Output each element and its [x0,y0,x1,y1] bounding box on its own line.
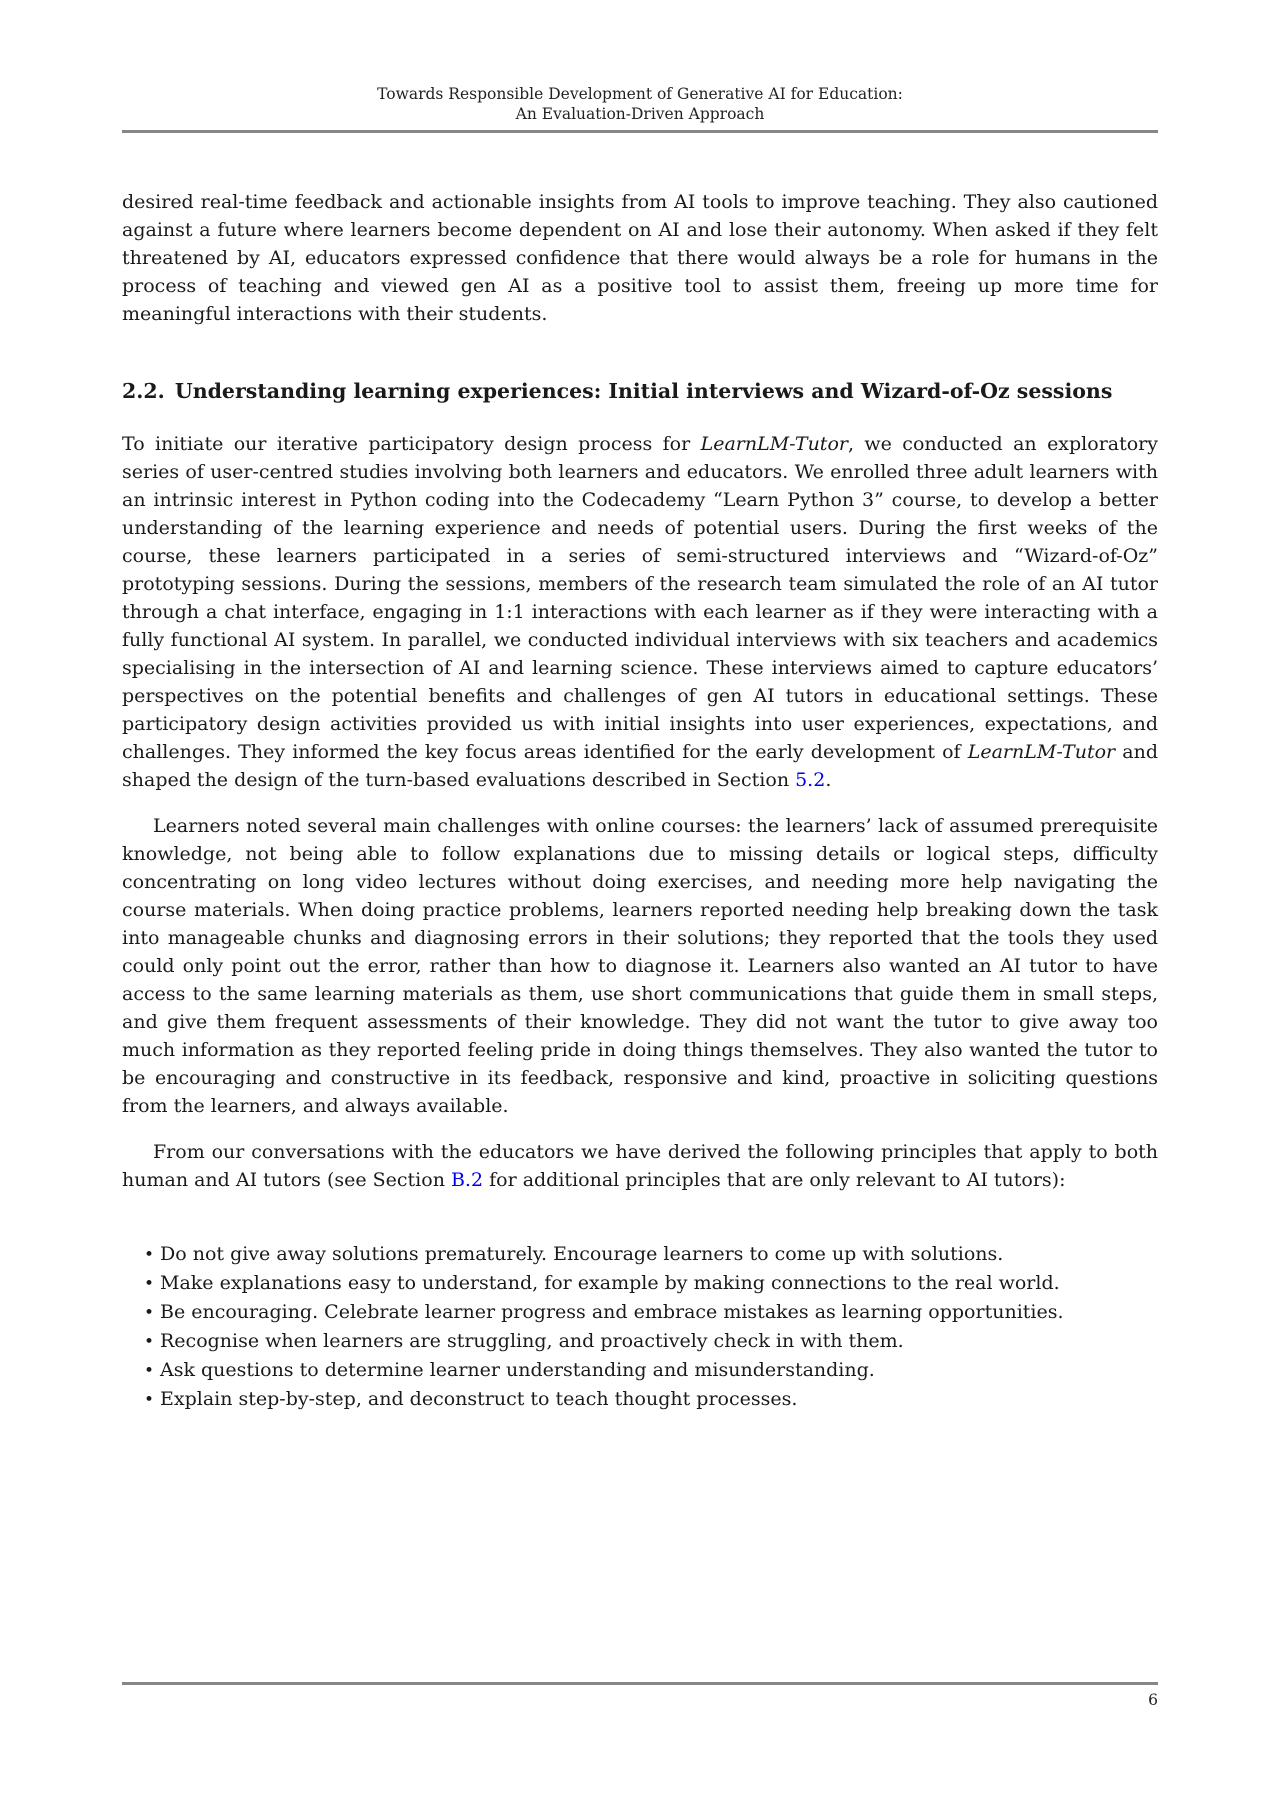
paragraph-initiate-studies [122,430,1158,794]
section-ref-link[interactable]: B.2 [450,1168,484,1191]
list-item-text: Explain step-by-step, and deconstruct to teach thought processes. [160,1387,798,1410]
bullet-icon: • [144,1273,155,1294]
section-ref-link[interactable]: 5.2 [795,768,826,791]
section-title: Understanding learning experiences: Initial interviews and Wizard-of-Oz sessions [174,378,1113,403]
text-segment: for additional principles that are only relevant to AI tutors): [483,1168,1066,1191]
list-item [144,1385,1158,1414]
principles-list [122,1240,1158,1414]
running-title-line2: An Evaluation-Driven Approach [515,105,765,123]
list-item-text: Recognise when learners are struggling, and proactively check in with them. [160,1329,904,1352]
text-segment: LearnLM-Tutor [700,432,848,455]
list-item-text: Be encouraging. Celebrate learner progress and embrace mistakes as learning opportunities. [160,1300,1064,1323]
paragraph-learner-challenges [122,812,1158,1120]
bullet-icon: • [144,1331,155,1352]
text-segment: From our conversations with the educators we have derived the following principles that apply to both human and AI tutors (see Section [122,1140,1158,1191]
list-item [144,1298,1158,1327]
list-item-text: Ask questions to determine learner understanding and misunderstanding. [160,1358,875,1381]
paragraph-continuation [122,188,1158,328]
running-title-line1: Towards Responsible Development of Generative AI for Education: [377,85,903,103]
text-segment: To initiate our iterative participatory design process for [122,432,701,455]
list-item-text: Make explanations easy to understand, for example by making connections to the real world. [160,1271,1060,1294]
text-segment: LearnLM-Tutor [967,740,1116,763]
page-body [122,188,1158,1414]
list-item-text: Do not give away solutions prematurely. Encourage learners to come up with solutions. [160,1242,1004,1265]
section-number: 2.2. [122,378,165,403]
text-segment: , we conducted an exploratory series of user-centred studies involving both learners and educators. We enrolled three adult learners with an intrinsic interest in Python coding into the Codecademy “Learn Python 3” course, to develop a better understanding of the learning experience and needs of potential users. During the first weeks of the course, these learners participated in a series of semi-structured interviews and “Wizard-of-Oz” prototyping sessions. During the sessions, members of the research team simulated the role of an AI tutor through a chat interface, engaging in 1:1 interactions with each learner as if they were interacting with a fully functional AI system. In parallel, we conducted individual interviews with six teachers and academics specialising in the intersection of AI and learning science. These interviews aimed to capture educators’ perspectives on the potential benefits and challenges of gen AI tutors in educational settings. These participatory design activities provided us with initial insights into user experiences, expectations, and challenges. They informed the key focus areas identified for the early development of [122,432,1159,763]
footer-rule [122,1682,1158,1685]
running-header [122,84,1158,133]
list-item [144,1269,1158,1298]
text-segment: Learners noted several main challenges with online courses: the learners’ lack of assumed prerequisite knowledge, not being able to follow explanations due to missing details or logical steps, difficulty concentrating on long video lectures without doing exercises, and needing more help navigating the course materials. When doing practice problems, learners reported needing help breaking down the task into manageable chunks and diagnosing errors in their solutions; they reported that the tools they used could only point out the error, rather than how to diagnose it. Learners also wanted an AI tutor to have access to the same learning materials as them, use short communications that guide them in small steps, and give them frequent assessments of their knowledge. They did not want the tutor to give away too much information as they reported feeling pride in doing things themselves. They also wanted the tutor to be encouraging and constructive in its feedback, responsive and kind, proactive in soliciting questions from the learners, and always available. [122,814,1158,1117]
list-item [144,1240,1158,1269]
list-item [144,1327,1158,1356]
bullet-icon: • [144,1244,155,1265]
list-item [144,1356,1158,1385]
bullet-icon: • [144,1389,155,1410]
bullet-icon: • [144,1360,155,1381]
text-segment: desired real-time feedback and actionable insights from AI tools to improve teaching. They also cautioned against a future where learners become dependent on AI and lose their autonomy. When asked if they felt threatened by AI, educators expressed confidence that there would always be a role for humans in the process of teaching and viewed gen AI as a positive tool to assist them, freeing up more time for meaningful interactions with their students. [122,190,1158,325]
header-rule [122,130,1158,133]
page-footer [122,1682,1158,1710]
section-heading [122,378,1158,404]
text-segment: and shaped the design of the turn-based evaluations described in Section [122,740,1158,791]
text-segment: . [825,768,832,791]
paragraph-educator-principles [122,1138,1158,1194]
page-number: 6 [1148,1690,1158,1709]
bullet-icon: • [144,1302,155,1323]
